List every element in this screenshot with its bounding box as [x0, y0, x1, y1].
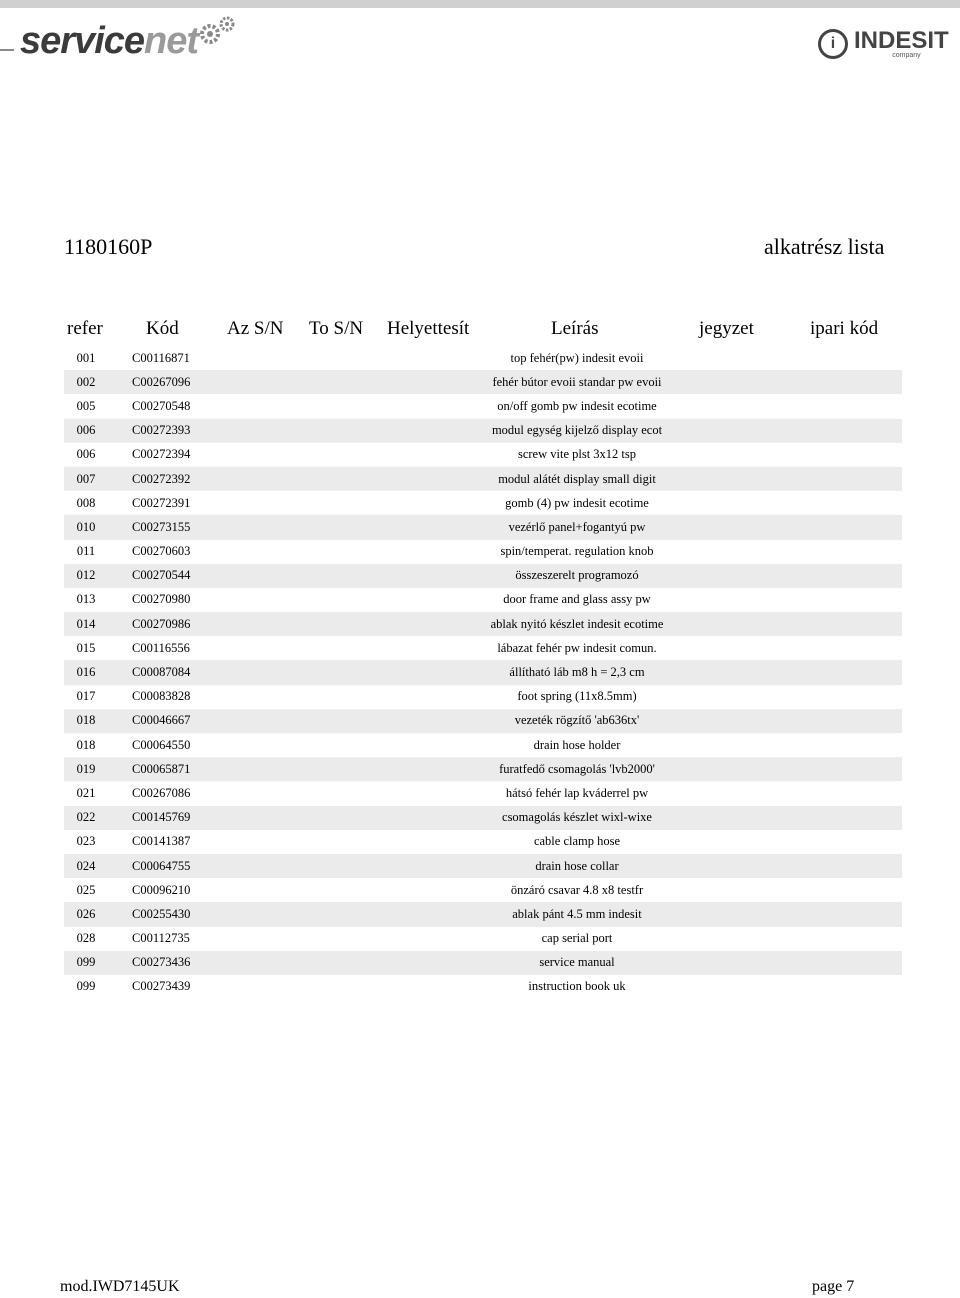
part-description: top fehér(pw) indesit evoii: [510, 350, 644, 365]
part-code: C00112735: [132, 931, 190, 946]
part-description: önzáró csavar 4.8 x8 testfr: [510, 882, 644, 897]
col-leiras: Leírás: [551, 318, 599, 339]
part-description: modul egység kijelző display ecot: [491, 423, 663, 438]
logo-net: net: [144, 19, 199, 62]
part-ref: 025: [76, 882, 96, 897]
table-row: [64, 709, 902, 733]
part-description: lábazat fehér pw indesit comun.: [497, 640, 657, 655]
part-description: drain hose collar: [535, 858, 619, 873]
part-description: állítható láb m8 h = 2,3 cm: [509, 665, 645, 680]
part-code: C00096210: [132, 882, 191, 897]
part-description: on/off gomb pw indesit ecotime: [497, 398, 657, 413]
part-code: C00141387: [132, 834, 191, 849]
part-code: C00270603: [132, 544, 191, 559]
part-description: gomb (4) pw indesit ecotime: [505, 495, 649, 510]
gears-icon: [198, 14, 238, 48]
part-code: C00273436: [132, 955, 191, 970]
part-code: C00270986: [132, 616, 191, 631]
table-row: [64, 951, 902, 975]
parts-table: [64, 346, 902, 999]
part-ref: 023: [76, 834, 96, 849]
part-ref: 005: [76, 398, 96, 413]
part-ref: 014: [76, 616, 96, 631]
col-refer: refer: [67, 318, 103, 339]
part-ref: 015: [76, 640, 96, 655]
part-code: C00064755: [132, 858, 191, 873]
part-code: C00273155: [132, 519, 191, 534]
table-row: [64, 733, 902, 757]
part-ref: 010: [76, 519, 96, 534]
part-description: csomagolás készlet wixl-wixe: [502, 810, 652, 825]
part-description: ablak pánt 4.5 mm indesit: [512, 906, 642, 921]
indesit-mark-icon: i: [818, 29, 848, 59]
part-description: furatfedő csomagolás 'lvb2000': [499, 761, 655, 776]
part-ref: 028: [76, 931, 96, 946]
part-code: C00065871: [132, 761, 191, 776]
table-row: [64, 419, 902, 443]
part-code: C00267096: [132, 374, 191, 389]
part-description: door frame and glass assy pw: [503, 592, 651, 607]
part-code: C00270544: [132, 568, 191, 583]
part-description: drain hose holder: [533, 737, 621, 752]
servicenet-logo: [0, 16, 198, 66]
part-description: fehér bútor evoii standar pw evoii: [492, 374, 662, 389]
col-jegyzet: jegyzet: [699, 318, 754, 339]
indesit-logo: [818, 22, 949, 66]
part-ref: 006: [76, 447, 96, 462]
part-ref: 026: [76, 906, 96, 921]
document-type: alkatrész lista: [764, 234, 885, 259]
part-ref: 011: [76, 544, 96, 559]
part-ref: 018: [76, 713, 96, 728]
table-row: [64, 660, 902, 684]
part-description: spin/temperat. regulation knob: [500, 544, 654, 559]
table-row: [64, 902, 902, 926]
table-row: [64, 878, 902, 902]
part-ref: 012: [76, 568, 96, 583]
part-ref: 022: [76, 810, 96, 825]
table-row: [64, 612, 902, 636]
part-ref: 018: [76, 737, 96, 752]
part-code: C00270980: [132, 592, 191, 607]
table-row: [64, 540, 902, 564]
parts-table-body: [64, 346, 902, 999]
part-description: screw vite plst 3x12 tsp: [517, 447, 637, 462]
table-row: [64, 927, 902, 951]
part-description: cap serial port: [541, 931, 613, 946]
table-row: [64, 830, 902, 854]
part-code: C00087084: [132, 665, 191, 680]
part-description: hátsó fehér lap kváderrel pw: [505, 785, 649, 800]
table-row: [64, 346, 902, 370]
table-row: [64, 975, 902, 999]
table-row: [64, 515, 902, 539]
table-row: [64, 588, 902, 612]
part-description: cable clamp hose: [533, 834, 621, 849]
table-row: [64, 491, 902, 515]
part-description: foot spring (11x8.5mm): [517, 689, 637, 704]
part-ref: 001: [76, 350, 96, 365]
footer-page: page 7: [812, 1278, 855, 1295]
table-row: [64, 443, 902, 467]
part-description: vezeték rögzítő 'ab636tx': [514, 713, 640, 728]
part-code: C00272394: [132, 447, 191, 462]
table-row: [64, 757, 902, 781]
part-code: C00083828: [132, 689, 191, 704]
part-code: C00272391: [132, 495, 191, 510]
part-ref: 007: [76, 471, 96, 486]
part-ref: 006: [76, 423, 96, 438]
part-description: modul alátét display small digit: [498, 471, 656, 486]
part-code: C00046667: [132, 713, 191, 728]
table-row: [64, 370, 902, 394]
part-code: C00272393: [132, 423, 191, 438]
part-description: service manual: [539, 955, 615, 970]
part-description: vezérlő panel+fogantyú pw: [508, 519, 646, 534]
part-ref: 002: [76, 374, 96, 389]
part-ref: 008: [76, 495, 96, 510]
col-kod: Kód: [146, 318, 179, 339]
part-code: C00272392: [132, 471, 191, 486]
part-code: C00116871: [132, 350, 190, 365]
part-description: összeszerelt programozó: [515, 568, 639, 583]
logo-service: service: [20, 19, 145, 62]
part-ref: 021: [76, 785, 96, 800]
part-code: C00064550: [132, 737, 191, 752]
top-border: [0, 0, 960, 8]
indesit-company: company: [892, 51, 921, 59]
table-row: [64, 636, 902, 660]
table-row: [64, 394, 902, 418]
col-helyettesit: Helyettesít: [387, 318, 470, 339]
column-headers: [64, 318, 902, 344]
logo-swoosh: [0, 49, 14, 51]
indesit-name: INDESIT: [854, 26, 949, 54]
part-ref: 016: [76, 665, 96, 680]
part-description: ablak nyitó készlet indesit ecotime: [490, 616, 664, 631]
part-code: C00270548: [132, 398, 191, 413]
part-ref: 019: [76, 761, 96, 776]
servicenet-wordmark: [20, 20, 198, 63]
part-description: instruction book uk: [528, 979, 626, 994]
part-code: C00116556: [132, 640, 190, 655]
indesit-wordmark: [848, 26, 949, 59]
page-header: [0, 8, 960, 68]
part-ref: 013: [76, 592, 96, 607]
part-code: C00267086: [132, 785, 191, 800]
part-ref: 099: [76, 979, 96, 994]
col-ipari-kod: ipari kód: [810, 318, 879, 339]
part-ref: 024: [76, 858, 96, 873]
table-row: [64, 685, 902, 709]
footer-model: mod.IWD7145UK: [60, 1278, 180, 1295]
part-code: C00255430: [132, 906, 191, 921]
part-ref: 017: [76, 689, 96, 704]
table-row: [64, 467, 902, 491]
col-to-sn: To S/N: [309, 318, 364, 339]
part-code: C00145769: [132, 810, 191, 825]
table-row: [64, 564, 902, 588]
table-row: [64, 806, 902, 830]
document-id: 1180160P: [64, 234, 153, 259]
table-row: [64, 781, 902, 805]
part-code: C00273439: [132, 979, 191, 994]
col-az-sn: Az S/N: [227, 318, 284, 339]
part-ref: 099: [76, 955, 96, 970]
table-row: [64, 854, 902, 878]
